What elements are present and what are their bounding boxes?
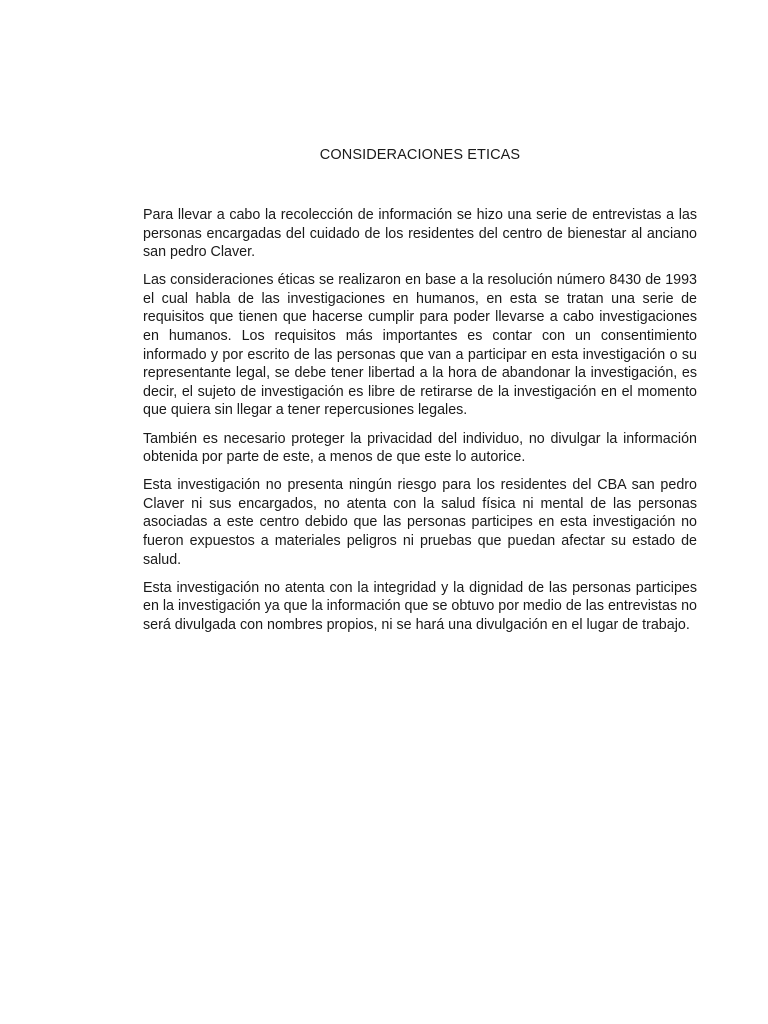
paragraph-2: Las consideraciones éticas se realizaron en base a la resolución número 8430 de 1993 el cual habla de las investigaciones en humanos, en esta se tratan una serie de requisitos que tienen que hacerse cumplir para poder llevarse a cabo investigaciones en humanos. Los requisitos más importantes es contar con un consentimiento informado y por escrito de las personas que van a participar en esta investigación o su representante legal, se debe tener libertad a la hora de abandonar la investigación, es decir, el sujeto de investigación es libre de retirarse de la investigación en el momento que quiera sin llegar a tener repercusiones legales. xyxy=(143,272,697,419)
paragraph-1: Para llevar a cabo la recolección de información se hizo una serie de entrevistas a las personas encargadas del cuidado de los residentes del centro de bienestar al anciano san pedro Claver. xyxy=(143,207,697,261)
document-title: CONSIDERACIONES ETICAS xyxy=(319,147,521,163)
document-body xyxy=(143,206,697,644)
paragraph-5: Esta investigación no atenta con la integridad y la dignidad de las personas participes en la investigación ya que la información que se obtuvo por medio de las entrevistas no será divulgada con nombres propios, ni se hará una divulgación en el lugar de trabajo. xyxy=(143,579,697,633)
paragraph-4: Esta investigación no presenta ningún riesgo para los residentes del CBA san pedro Claver ni sus encargados, no atenta con la salud física ni mental de las personas asociadas a este centro debido que las personas participes en esta investigación no fueron expuestos a materiales peligros ni pruebas que puedan afectar su estado de salud. xyxy=(143,477,697,568)
paragraph-3: También es necesario proteger la privacidad del individuo, no divulgar la información obtenida por parte de este, a menos de que este lo autorice. xyxy=(143,430,697,466)
